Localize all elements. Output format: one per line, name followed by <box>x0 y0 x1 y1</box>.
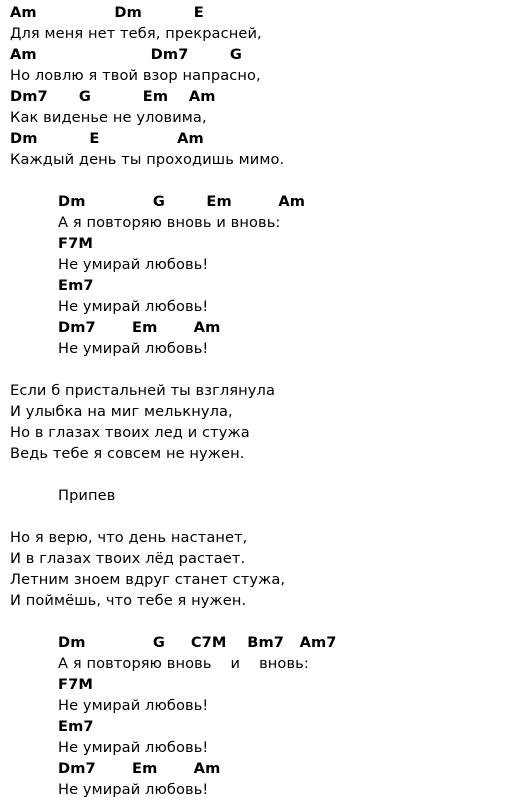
lyric-line: Но ловлю я твой взор напрасно, <box>10 67 261 84</box>
lyric-line: И в глазах твоих лёд растает. <box>10 550 246 567</box>
chord-line: Dm G Em Am <box>58 193 306 210</box>
lyric-line: Не умирай любовь! <box>58 340 209 357</box>
lyric-line: Для меня нет тебя, прекрасней, <box>10 25 262 42</box>
lyric-line: Летним зноем вдруг станет стужа, <box>10 571 286 588</box>
chord-line: Dm7 Em Am <box>58 319 221 336</box>
chord-line: Am Dm E <box>10 4 204 21</box>
lyric-line: Не умирай любовь! <box>58 781 209 798</box>
chord-line: Dm G C7M Bm7 Am7 <box>58 634 337 651</box>
chorus-marker: Припев <box>58 487 116 504</box>
lyric-line: Не умирай любовь! <box>58 697 209 714</box>
chord-line: Dm E Am <box>10 130 204 147</box>
chord-line: Dm7 Em Am <box>58 760 221 777</box>
lyric-line: А я повторяю вновь и вновь: <box>58 214 281 231</box>
chord-line: Am Dm7 G <box>10 46 242 63</box>
lyric-line: Не умирай любовь! <box>58 739 209 756</box>
chord-line: Em7 <box>58 277 94 294</box>
lyric-line: Но в глазах твоих лед и стужа <box>10 424 250 441</box>
lyric-line: Но я верю, что день настанет, <box>10 529 248 546</box>
lyric-line: Как виденье не уловима, <box>10 109 207 126</box>
lyric-line: Каждый день ты проходишь мимо. <box>10 151 285 168</box>
chord-line: F7M <box>58 676 93 693</box>
lyric-line: Не умирай любовь! <box>58 256 209 273</box>
chord-line: F7M <box>58 235 93 252</box>
lyric-line: И улыбка на миг мелькнула, <box>10 403 233 420</box>
lyric-line: Если б пристальней ты взглянула <box>10 382 276 399</box>
chord-line: Dm7 G Em Am <box>10 88 216 105</box>
chord-line: Em7 <box>58 718 94 735</box>
lyric-line: И поймёшь, что тебе я нужен. <box>10 592 247 609</box>
lyric-line: Ведь тебе я совсем не нужен. <box>10 445 245 462</box>
lyric-line: Не умирай любовь! <box>58 298 209 315</box>
lyric-line: А я повторяю вновь и вновь: <box>58 655 309 672</box>
